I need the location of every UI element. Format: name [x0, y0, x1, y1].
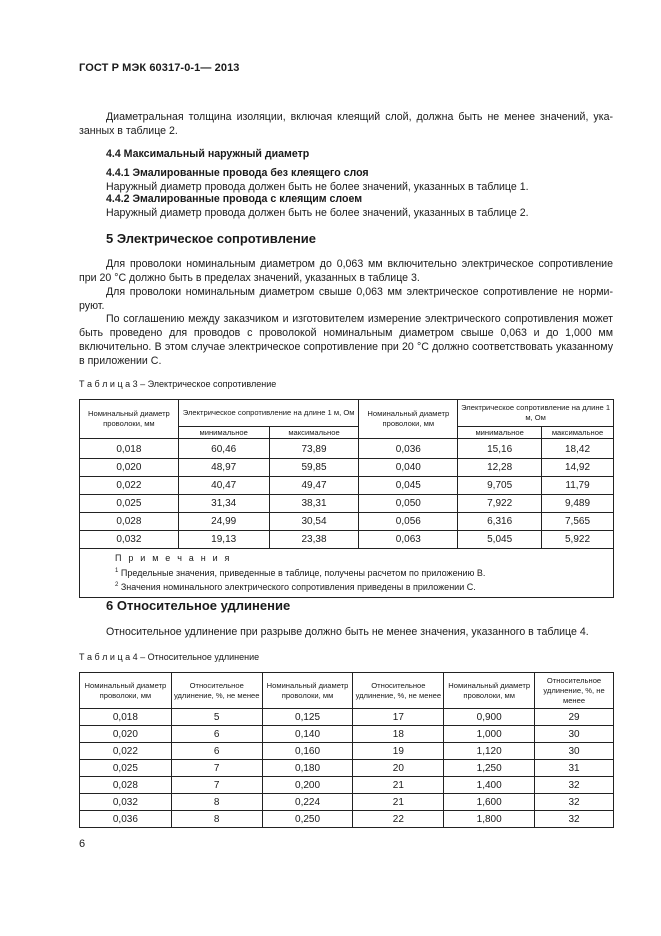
table-cell: 0,018 — [80, 439, 179, 459]
table-cell: 15,16 — [458, 439, 542, 459]
table-cell: 23,38 — [269, 531, 359, 549]
section-5-paragraph-2: Для проволоки номинальным диаметром свыше 0,063 мм электрическое сопротивление не нормируют. — [79, 286, 613, 312]
table-3-caption: Т а б л и ц а 3 – Электрическое сопротивление — [79, 379, 277, 389]
table-3-header-min: минимальное — [458, 427, 542, 439]
table-cell: 0,036 — [80, 811, 172, 828]
table-cell: 8 — [171, 811, 262, 828]
table-3-header-resistance: Электрическое сопротивление на длине 1 м, Ом — [458, 400, 614, 427]
note-1 — [115, 565, 613, 580]
table-cell: 0,040 — [359, 459, 458, 477]
table-row — [80, 811, 614, 828]
table-cell: 7 — [171, 777, 262, 794]
table-row — [80, 459, 614, 477]
table-row — [80, 777, 614, 794]
table-row — [80, 726, 614, 743]
table-cell: 60,46 — [178, 439, 269, 459]
table-cell: 20 — [353, 760, 444, 777]
table-row — [80, 513, 614, 531]
table-cell: 1,250 — [444, 760, 535, 777]
table-cell: 32 — [535, 811, 614, 828]
table-cell: 73,89 — [269, 439, 359, 459]
note-2-number: 2 — [115, 582, 119, 588]
table-cell: 0,224 — [262, 794, 353, 811]
table-cell: 19 — [353, 743, 444, 760]
table-cell: 0,020 — [80, 726, 172, 743]
table-cell: 21 — [353, 794, 444, 811]
note-1-text: Предельные значения, приведенные в таблице, получены расчетом по приложению В. — [120, 567, 486, 578]
table-3-notes — [80, 549, 614, 598]
table-cell: 0,032 — [80, 794, 172, 811]
table-cell: 12,28 — [458, 459, 542, 477]
table-cell: 31 — [535, 760, 614, 777]
table-3 — [79, 399, 614, 598]
table-cell: 8 — [171, 794, 262, 811]
table-4-header-elongation: Относительное удлинение, %, не менее — [535, 673, 614, 709]
table-3-header-resistance: Электрическое сопротивление на длине 1 м, Ом — [178, 400, 359, 427]
section-4-4-1-title: 4.4.1 Эмалированные провода без клеящего слоя — [106, 167, 369, 179]
table-row — [80, 477, 614, 495]
table-cell: 6 — [171, 726, 262, 743]
table-4 — [79, 672, 614, 828]
section-5-title: 5 Электрическое сопротивление — [106, 231, 316, 246]
table-cell: 5,045 — [458, 531, 542, 549]
table-cell: 29 — [535, 709, 614, 726]
table-cell: 0,022 — [80, 477, 179, 495]
table-row — [80, 709, 614, 726]
table-cell: 48,97 — [178, 459, 269, 477]
section-4-4-title: 4.4 Максимальный наружный диаметр — [106, 148, 310, 160]
page-number: 6 — [79, 838, 86, 850]
table-cell: 0,018 — [80, 709, 172, 726]
table-cell: 38,31 — [269, 495, 359, 513]
table-cell: 0,028 — [80, 513, 179, 531]
table-cell: 1,800 — [444, 811, 535, 828]
section-5-paragraph-1: Для проволоки номинальным диаметром до 0,063 мм включительно электрическое сопротивление при 20 °С должно быть в пределах значений, указанных в таблице 3. — [79, 258, 613, 284]
table-cell: 0,022 — [80, 743, 172, 760]
table-row — [80, 743, 614, 760]
table-cell: 0,180 — [262, 760, 353, 777]
table-cell: 32 — [535, 777, 614, 794]
table-cell: 17 — [353, 709, 444, 726]
table-3-header-max: максимальное — [269, 427, 359, 439]
section-6-title: 6 Относительное удлинение — [106, 598, 291, 613]
section-4-4-1-text: Наружный диаметр провода должен быть не более значений, указанных в таблице 1. — [106, 181, 529, 193]
table-cell: 19,13 — [178, 531, 269, 549]
table-cell: 0,125 — [262, 709, 353, 726]
table-cell: 31,34 — [178, 495, 269, 513]
table-3-header-diameter: Номинальный диаметр проволоки, мм — [80, 400, 179, 439]
table-cell: 14,92 — [542, 459, 614, 477]
table-row — [80, 531, 614, 549]
table-4-header-elongation: Относительное удлинение, %, не менее — [353, 673, 444, 709]
table-cell: 30 — [535, 726, 614, 743]
section-4-4-2-title: 4.4.2 Эмалированные провода с клеящим слоем — [106, 193, 363, 205]
table-cell: 9,489 — [542, 495, 614, 513]
table-cell: 1,000 — [444, 726, 535, 743]
table-3-header-diameter: Номинальный диаметр проволоки, мм — [359, 400, 458, 439]
table-row — [80, 495, 614, 513]
section-4-4-2-text: Наружный диаметр провода должен быть не более значений, указанных в таблице 2. — [106, 207, 529, 219]
table-cell: 0,032 — [80, 531, 179, 549]
table-cell: 7,922 — [458, 495, 542, 513]
table-cell: 0,045 — [359, 477, 458, 495]
table-4-header-elongation: Относительное удлинение, %, не менее — [171, 673, 262, 709]
note-2 — [115, 579, 613, 594]
table-4-header-diameter: Номинальный диаметр проволоки, мм — [444, 673, 535, 709]
note-2-text: Значения номинального электрического сопротивления приведены в приложении С. — [120, 582, 476, 592]
table-cell: 30,54 — [269, 513, 359, 531]
document-header: ГОСТ Р МЭК 60317-0-1— 2013 — [79, 62, 240, 74]
table-3-header-min: минимальное — [178, 427, 269, 439]
table-cell: 1,400 — [444, 777, 535, 794]
table-cell: 7,565 — [542, 513, 614, 531]
note-1-number: 1 — [115, 567, 119, 574]
table-cell: 18 — [353, 726, 444, 743]
section-5-paragraph-3: По соглашению между заказчиком и изготовителем измерение электрического сопротивления может быть проведено для проводов с проволокой номинальным диаметром свыше 0,063 и до 1,000 мм включительно. В этом случае электрическое сопротивление при 20 °С должно соответствовать указанному в приложении С. — [79, 313, 613, 367]
table-cell: 0,050 — [359, 495, 458, 513]
table-cell: 9,705 — [458, 477, 542, 495]
notes-title: П р и м е ч а н и я — [115, 553, 232, 563]
table-cell: 0,025 — [80, 495, 179, 513]
table-cell: 1,600 — [444, 794, 535, 811]
table-row — [80, 794, 614, 811]
table-4-header-diameter: Номинальный диаметр проволоки, мм — [262, 673, 353, 709]
table-cell: 18,42 — [542, 439, 614, 459]
table-cell: 22 — [353, 811, 444, 828]
table-cell: 0,025 — [80, 760, 172, 777]
table-cell: 40,47 — [178, 477, 269, 495]
table-3-header-max: максимальное — [542, 427, 614, 439]
table-cell: 7 — [171, 760, 262, 777]
intro-paragraph: Диаметральная толщина изоляции, включая клеящий слой, должна быть не менее значений, указанных в таблице 2. — [79, 111, 613, 137]
table-row — [80, 760, 614, 777]
table-4-header-diameter: Номинальный диаметр проволоки, мм — [80, 673, 172, 709]
table-cell: 30 — [535, 743, 614, 760]
table-cell: 11,79 — [542, 477, 614, 495]
table-cell: 1,120 — [444, 743, 535, 760]
table-cell: 0,200 — [262, 777, 353, 794]
section-6-paragraph-1: Относительное удлинение при разрыве должно быть не менее значения, указанного в таблице 4. — [106, 626, 589, 638]
table-cell: 21 — [353, 777, 444, 794]
table-cell: 0,020 — [80, 459, 179, 477]
table-cell: 32 — [535, 794, 614, 811]
table-cell: 59,85 — [269, 459, 359, 477]
table-cell: 0,056 — [359, 513, 458, 531]
table-4-caption: Т а б л и ц а 4 – Относительное удлинение — [79, 652, 260, 662]
table-cell: 0,250 — [262, 811, 353, 828]
table-cell: 0,140 — [262, 726, 353, 743]
table-cell: 0,900 — [444, 709, 535, 726]
table-row — [80, 439, 614, 459]
table-cell: 0,063 — [359, 531, 458, 549]
table-cell: 24,99 — [178, 513, 269, 531]
table-cell: 49,47 — [269, 477, 359, 495]
table-cell: 5 — [171, 709, 262, 726]
table-cell: 6 — [171, 743, 262, 760]
table-cell: 6,316 — [458, 513, 542, 531]
table-cell: 0,036 — [359, 439, 458, 459]
table-cell: 0,160 — [262, 743, 353, 760]
table-cell: 5,922 — [542, 531, 614, 549]
table-cell: 0,028 — [80, 777, 172, 794]
